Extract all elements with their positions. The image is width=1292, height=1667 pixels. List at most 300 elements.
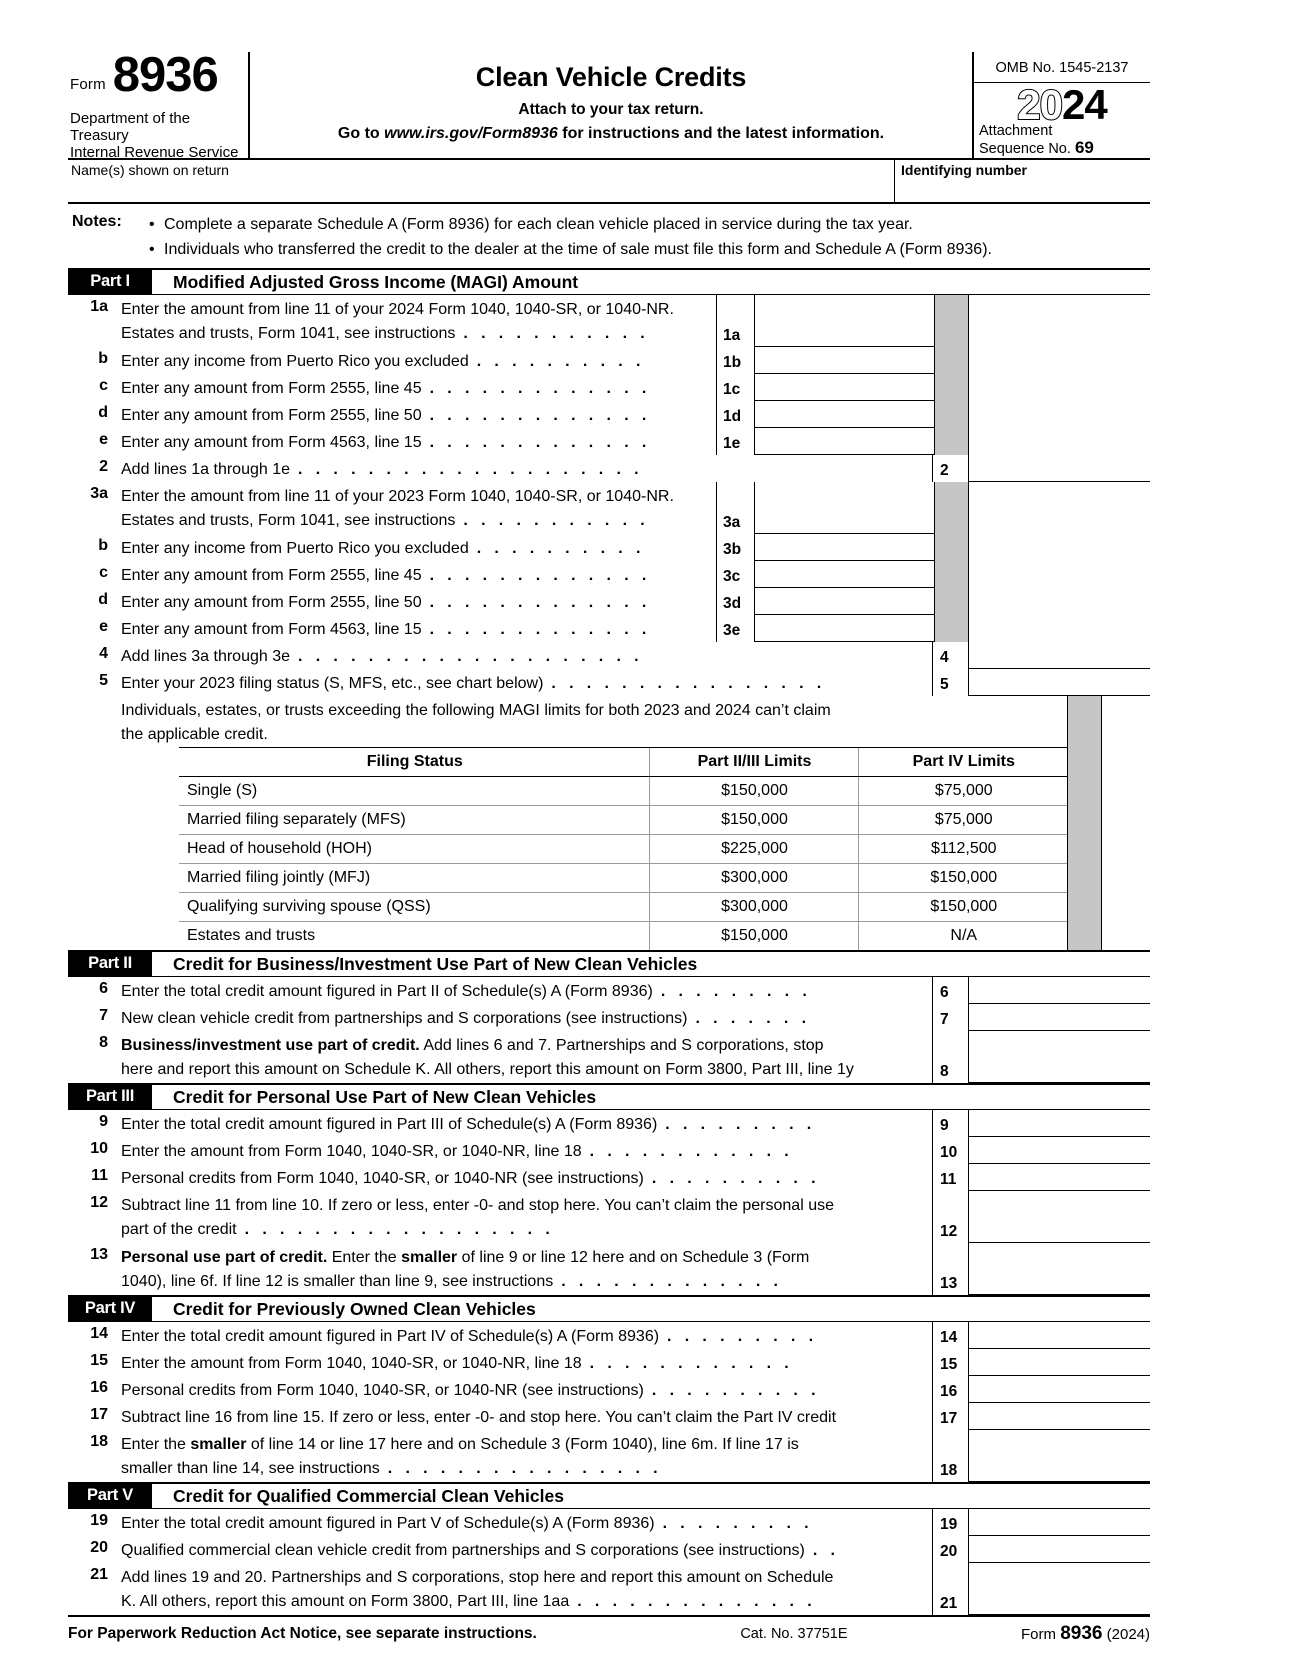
line-3c-label: Enter any amount from Form 2555, line 45 bbox=[121, 567, 422, 584]
tax-year bbox=[974, 81, 1150, 128]
line-6-label: Enter the total credit amount figured in Part II of Schedule(s) A (Form 8936) bbox=[121, 983, 653, 1000]
line-3e-amount-input[interactable] bbox=[754, 615, 934, 642]
column-header-filing-status: Filing Status bbox=[179, 748, 649, 777]
line-1b-label: Enter any income from Puerto Rico you excluded bbox=[121, 353, 469, 370]
line-3a-row bbox=[68, 482, 1150, 534]
goto-suffix: for instructions and the latest information. bbox=[557, 125, 885, 142]
line-7-box-label: 7 bbox=[932, 1004, 968, 1031]
line-18-text-rest: of line 14 or line 17 here and on Schedule 3 (Form 1040), line 6m. If line 17 is bbox=[246, 1436, 799, 1453]
filing-status-name: Qualifying surviving spouse (QSS) bbox=[179, 893, 649, 922]
line-16-amount-input[interactable] bbox=[968, 1376, 1150, 1403]
line-18-text-pre: Enter the bbox=[121, 1436, 191, 1453]
line-1a-number: 1a bbox=[90, 298, 108, 315]
identifying-number-label: Identifying number bbox=[901, 162, 1027, 178]
leader-dots: . . . . . . . . . bbox=[662, 1515, 813, 1532]
line-3a-text-line2-label: Estates and trusts, Form 1041, see instructions bbox=[121, 512, 456, 529]
footer-form-number: 8936 bbox=[1060, 1623, 1103, 1644]
goto-instruction bbox=[250, 125, 972, 143]
part-3-badge: Part III bbox=[68, 1085, 152, 1109]
line-3d-text bbox=[118, 588, 716, 615]
omb-number: OMB No. 1545-2137 bbox=[974, 52, 1150, 83]
table-row bbox=[179, 893, 1067, 922]
part23-limit-value: $300,000 bbox=[649, 893, 858, 922]
line-12-amount-input[interactable] bbox=[968, 1191, 1150, 1243]
line-17-text bbox=[118, 1403, 932, 1430]
part-2-badge: Part II bbox=[68, 952, 152, 976]
line-16-box-label: 16 bbox=[932, 1376, 968, 1403]
part-5-badge: Part V bbox=[68, 1484, 152, 1508]
line-13-text bbox=[118, 1243, 932, 1295]
column-header-part23-limits: Part II/III Limits bbox=[649, 748, 858, 777]
line-1d-label: Enter any amount from Form 2555, line 50 bbox=[121, 407, 422, 424]
line-15-box-label: 15 bbox=[932, 1349, 968, 1376]
line-3d-row bbox=[68, 588, 1150, 615]
shaded-cell bbox=[934, 374, 968, 401]
line-1e-row bbox=[68, 428, 1150, 455]
line-10-number: 10 bbox=[90, 1140, 108, 1157]
line-2-number: 2 bbox=[99, 458, 108, 475]
leader-dots: . . . . . . . . . . bbox=[476, 353, 645, 370]
leader-dots: . . . . . . . . . . . . . bbox=[429, 407, 651, 424]
line-3c-box-label: 3c bbox=[716, 561, 754, 588]
filing-status-name: Head of household (HOH) bbox=[179, 835, 649, 864]
part-2-lines bbox=[68, 977, 1150, 1083]
part-3-title: Credit for Personal Use Part of New Clean Vehicles bbox=[173, 1087, 597, 1107]
line-18-box-label: 18 bbox=[932, 1430, 968, 1482]
line-6-text bbox=[118, 977, 932, 1004]
line-6-box-label: 6 bbox=[932, 977, 968, 1004]
line-3b-number: b bbox=[98, 537, 108, 554]
line-12-text-line1: Subtract line 11 from line 10. If zero or less, enter -0- and stop here. You can’t claim the personal use bbox=[121, 1197, 834, 1214]
line-1d-right-blank bbox=[968, 401, 1150, 428]
line-1c-text bbox=[118, 374, 716, 401]
line-1e-box-label: 1e bbox=[716, 428, 754, 455]
line-18-amount-input[interactable] bbox=[968, 1430, 1150, 1482]
line-3c-row bbox=[68, 561, 1150, 588]
line-10-box-label: 10 bbox=[932, 1137, 968, 1164]
line-3d-amount-input[interactable] bbox=[754, 588, 934, 615]
line-3e-box-label: 3e bbox=[716, 615, 754, 642]
shaded-cell bbox=[934, 534, 968, 561]
line-1a-text-line2 bbox=[121, 322, 716, 346]
part-3-banner bbox=[68, 1083, 1150, 1110]
line-19-row bbox=[68, 1509, 1150, 1536]
filing-status-limits-table bbox=[179, 747, 1067, 950]
line-9-amount-input[interactable] bbox=[968, 1110, 1150, 1137]
department-line-2: Internal Revenue Service bbox=[70, 144, 239, 161]
leader-dots: . . . . . . . . . . . bbox=[463, 325, 650, 342]
table-row bbox=[179, 864, 1067, 893]
line-12-row bbox=[68, 1191, 1150, 1243]
line-20-amount-input[interactable] bbox=[968, 1536, 1150, 1563]
line-3a-amount-input[interactable] bbox=[754, 482, 934, 534]
line-5-text bbox=[118, 669, 932, 696]
line-12-number: 12 bbox=[90, 1194, 108, 1211]
part23-limit-value: $225,000 bbox=[649, 835, 858, 864]
line-15-row bbox=[68, 1349, 1150, 1376]
line-1a-box-label: 1a bbox=[716, 295, 754, 347]
line-21-text-line1: Add lines 19 and 20. Partnerships and S corporations, stop here and report this amount on Schedule bbox=[121, 1569, 834, 1586]
notes-label: Notes: bbox=[72, 213, 122, 230]
paperwork-notice: For Paperwork Reduction Act Notice, see separate instructions. bbox=[68, 1625, 537, 1642]
line-3b-label: Enter any income from Puerto Rico you excluded bbox=[121, 540, 469, 557]
line-15-number: 15 bbox=[90, 1352, 108, 1369]
line-16-number: 16 bbox=[90, 1379, 108, 1396]
line-3d-box-label: 3d bbox=[716, 588, 754, 615]
line-17-number: 17 bbox=[90, 1406, 108, 1423]
line-8-box-label: 8 bbox=[932, 1031, 968, 1083]
line-7-row bbox=[68, 1004, 1150, 1031]
filing-status-name: Married filing jointly (MFJ) bbox=[179, 864, 649, 893]
line-8-text bbox=[118, 1031, 932, 1083]
form-footer bbox=[68, 1615, 1150, 1645]
line-5-label: Enter your 2023 filing status (S, MFS, etc., see chart below) bbox=[121, 675, 544, 692]
line-10-text bbox=[118, 1137, 932, 1164]
part-4-badge: Part IV bbox=[68, 1297, 152, 1321]
line-1e-text bbox=[118, 428, 716, 455]
leader-dots: . . . . . . . . . . . bbox=[463, 512, 650, 529]
line-2-row bbox=[68, 455, 1150, 482]
part-3-lines bbox=[68, 1110, 1150, 1295]
part23-limit-value: $150,000 bbox=[649, 922, 858, 951]
leader-dots: . . . . . . . bbox=[695, 1010, 811, 1027]
line-14-number: 14 bbox=[90, 1325, 108, 1342]
line-3b-text bbox=[118, 534, 716, 561]
form-sheet bbox=[68, 48, 1150, 1645]
part4-limit-value: $112,500 bbox=[858, 835, 1067, 864]
leader-dots: . . . . . . . . . . . . . bbox=[429, 567, 651, 584]
tax-year-solid-part: 24 bbox=[1062, 81, 1107, 128]
line-3b-amount-input[interactable] bbox=[754, 534, 934, 561]
identity-row bbox=[68, 160, 1150, 204]
part-1-title: Modified Adjusted Gross Income (MAGI) Amount bbox=[173, 272, 579, 292]
line-8-text-line1 bbox=[121, 1034, 932, 1058]
line-5-row bbox=[68, 669, 1150, 696]
line-8-row bbox=[68, 1031, 1150, 1083]
identifying-number-field[interactable] bbox=[895, 160, 1150, 202]
line-1c-number: c bbox=[99, 377, 108, 394]
attachment-label-1: Attachment bbox=[979, 123, 1053, 139]
filing-status-name: Estates and trusts bbox=[187, 927, 316, 944]
header-title-block bbox=[250, 52, 972, 158]
line-3d-right-blank bbox=[968, 588, 1150, 615]
table-row bbox=[179, 922, 1067, 951]
line-14-box-label: 14 bbox=[932, 1322, 968, 1349]
line-8-text-line2: here and report this amount on Schedule K. All others, report this amount on Form 3800, Part III, line 1y bbox=[121, 1061, 854, 1078]
line-1c-right-blank bbox=[968, 374, 1150, 401]
line-1c-amount-input[interactable] bbox=[754, 374, 934, 401]
line-1b-row bbox=[68, 347, 1150, 374]
line-1b-number: b bbox=[98, 350, 108, 367]
line-13-row bbox=[68, 1243, 1150, 1295]
attach-instruction: Attach to your tax return. bbox=[518, 101, 704, 118]
line-11-label: Personal credits from Form 1040, 1040-SR, or 1040-NR (see instructions) bbox=[121, 1170, 644, 1187]
line-12-text bbox=[118, 1191, 932, 1243]
line-7-label: New clean vehicle credit from partnerships and S corporations (see instructions) bbox=[121, 1010, 688, 1027]
line-3c-number: c bbox=[99, 564, 108, 581]
line-13-text-line1 bbox=[121, 1246, 932, 1270]
line-2-amount-input[interactable] bbox=[968, 455, 1150, 482]
leader-dots: . . . . . . . . . . bbox=[651, 1170, 820, 1187]
line-18-text bbox=[118, 1430, 932, 1482]
line-17-row bbox=[68, 1403, 1150, 1430]
line-19-box-label: 19 bbox=[932, 1509, 968, 1536]
leader-dots: . . . . . . . . . . . . . . . . bbox=[387, 1460, 663, 1477]
line-15-label: Enter the amount from Form 1040, 1040-SR, or 1040-NR, line 18 bbox=[121, 1355, 582, 1372]
line-10-row bbox=[68, 1137, 1150, 1164]
line-13-text-line2-label: 1040), line 6f. If line 12 is smaller than line 9, see instructions bbox=[121, 1273, 554, 1290]
line-12-text-line2 bbox=[121, 1218, 932, 1242]
line-1e-number: e bbox=[99, 431, 108, 448]
line-1d-number: d bbox=[98, 404, 108, 421]
line-6-row bbox=[68, 977, 1150, 1004]
line-14-label: Enter the total credit amount figured in Part IV of Schedule(s) A (Form 8936) bbox=[121, 1328, 660, 1345]
line-1e-label: Enter any amount from Form 4563, line 15 bbox=[121, 434, 422, 451]
line-1c-row bbox=[68, 374, 1150, 401]
part-5-banner bbox=[68, 1482, 1150, 1509]
line-11-row bbox=[68, 1164, 1150, 1191]
header-left-block bbox=[68, 48, 250, 161]
line-1e-amount-input[interactable] bbox=[754, 428, 934, 455]
shaded-cell bbox=[934, 401, 968, 428]
line-3a-right-blank bbox=[968, 482, 1150, 534]
line-8-amount-input[interactable] bbox=[968, 1031, 1150, 1083]
note-text: Individuals who transferred the credit to the dealer at the time of sale must file this form and Schedule A (Form 8936). bbox=[164, 241, 992, 258]
line-3c-amount-input[interactable] bbox=[754, 561, 934, 588]
line-14-amount-input[interactable] bbox=[968, 1322, 1150, 1349]
line-9-number: 9 bbox=[99, 1113, 108, 1130]
line-3c-text bbox=[118, 561, 716, 588]
part4-limit-value: N/A bbox=[858, 922, 1067, 951]
shaded-cell bbox=[934, 561, 968, 588]
line-5-number: 5 bbox=[99, 672, 108, 689]
line-3e-text bbox=[118, 615, 716, 642]
table-row bbox=[179, 777, 1067, 806]
leader-dots: . . . . . . . . . . . . . . . . . . bbox=[244, 1221, 555, 1238]
line-8-text-rest: Add lines 6 and 7. Partnerships and S corporations, stop bbox=[419, 1037, 824, 1054]
leader-dots: . . . . . . . . . . . . . bbox=[429, 380, 651, 397]
line-21-amount-input[interactable] bbox=[968, 1563, 1150, 1615]
line-1c-box-label: 1c bbox=[716, 374, 754, 401]
line-3b-box-label: 3b bbox=[716, 534, 754, 561]
department-line-1: Department of the Treasury bbox=[70, 110, 191, 144]
part-5-lines bbox=[68, 1509, 1150, 1615]
line-5-note-and-table bbox=[118, 696, 1067, 950]
line-2-box-label: 2 bbox=[932, 455, 968, 482]
shaded-cell bbox=[934, 347, 968, 374]
line-18-text-line1 bbox=[121, 1433, 932, 1457]
line-4-label: Add lines 3a through 3e bbox=[121, 648, 291, 665]
form-header bbox=[68, 48, 1150, 161]
line-13-bold-smaller: smaller bbox=[401, 1249, 458, 1266]
line-6-number: 6 bbox=[99, 980, 108, 997]
form-number: 8936 bbox=[112, 48, 218, 102]
line-21-box-label: 21 bbox=[932, 1563, 968, 1615]
line-4-row bbox=[68, 642, 1150, 669]
line-10-amount-input[interactable] bbox=[968, 1137, 1150, 1164]
attachment-sequence bbox=[974, 124, 1150, 157]
line-20-text bbox=[118, 1536, 932, 1563]
leader-dots: . . . . . . . . . bbox=[667, 1328, 818, 1345]
line-1a-text-line2-label: Estates and trusts, Form 1041, see instructions bbox=[121, 325, 456, 342]
leader-dots: . . . . . . . . . bbox=[665, 1116, 816, 1133]
line-1a-amount-input[interactable] bbox=[754, 295, 934, 347]
line-19-number: 19 bbox=[90, 1512, 108, 1529]
line-18-text-line2-label: smaller than line 14, see instructions bbox=[121, 1460, 380, 1477]
goto-prefix: Go to bbox=[337, 125, 385, 142]
part-4-lines bbox=[68, 1322, 1150, 1482]
line-7-text bbox=[118, 1004, 932, 1031]
line-1a-row bbox=[68, 295, 1150, 347]
shaded-cell bbox=[934, 482, 968, 534]
part-1-badge: Part I bbox=[68, 270, 152, 294]
attachment-seq-label: Sequence No. bbox=[979, 140, 1071, 157]
leader-dots: . . . . . . . . . . . . . . . . . . . . bbox=[298, 648, 643, 665]
line-16-label: Personal credits from Form 1040, 1040-SR, or 1040-NR (see instructions) bbox=[121, 1382, 644, 1399]
filing-status-name: Single (S) bbox=[179, 777, 649, 806]
line-5-note-spacer bbox=[68, 696, 118, 950]
line-21-number: 21 bbox=[90, 1566, 108, 1583]
line-21-text bbox=[118, 1563, 932, 1615]
line-16-row bbox=[68, 1376, 1150, 1403]
shaded-cell bbox=[934, 428, 968, 455]
line-4-amount-input[interactable] bbox=[968, 642, 1150, 669]
line-12-box-label: 12 bbox=[932, 1191, 968, 1243]
line-10-label: Enter the amount from Form 1040, 1040-SR, or 1040-NR, line 18 bbox=[121, 1143, 582, 1160]
line-18-text-line2 bbox=[121, 1457, 932, 1481]
part-4-banner bbox=[68, 1295, 1150, 1322]
line-3b-right-blank bbox=[968, 534, 1150, 561]
line-12-text-line2-label: part of the credit bbox=[121, 1221, 237, 1238]
part-5-title: Credit for Qualified Commercial Clean Vehicles bbox=[173, 1486, 564, 1506]
line-15-amount-input[interactable] bbox=[968, 1349, 1150, 1376]
footer-form-id bbox=[1021, 1623, 1150, 1645]
line-13-number: 13 bbox=[90, 1246, 108, 1263]
line-18-number: 18 bbox=[90, 1433, 108, 1450]
line-3d-label: Enter any amount from Form 2555, line 50 bbox=[121, 594, 422, 611]
notes-section bbox=[68, 204, 1150, 268]
line-13-amount-input[interactable] bbox=[968, 1243, 1150, 1295]
line-20-label: Qualified commercial clean vehicle credit from partnerships and S corporations (see instructions) bbox=[121, 1542, 805, 1559]
leader-dots: . . . . . . . . . . bbox=[476, 540, 645, 557]
magi-limit-note-line2: the applicable credit. bbox=[121, 726, 268, 743]
line-11-amount-input[interactable] bbox=[968, 1164, 1150, 1191]
line-13-text-mid: Enter the bbox=[327, 1249, 402, 1266]
line-19-label: Enter the total credit amount figured in Part V of Schedule(s) A (Form 8936) bbox=[121, 1515, 655, 1532]
leader-dots: . . . . . . . . . . . . . . . . . . . . bbox=[298, 461, 643, 478]
shaded-cell bbox=[1067, 696, 1101, 950]
line-19-amount-input[interactable] bbox=[968, 1509, 1150, 1536]
part-1-banner bbox=[68, 268, 1150, 295]
line-1c-label: Enter any amount from Form 2555, line 45 bbox=[121, 380, 422, 397]
part-2-title: Credit for Business/Investment Use Part of New Clean Vehicles bbox=[173, 954, 698, 974]
bullet-icon: • bbox=[149, 216, 155, 233]
line-3a-text bbox=[118, 482, 716, 534]
tax-year-outline-part: 20 bbox=[1017, 81, 1062, 128]
line-20-number: 20 bbox=[90, 1539, 108, 1556]
irs-url[interactable]: www.irs.gov/Form8936 bbox=[384, 125, 558, 142]
line-3a-text-line1: Enter the amount from line 11 of your 2023 Form 1040, 1040-SR, or 1040-NR. bbox=[121, 488, 674, 505]
table-row bbox=[179, 835, 1067, 864]
line-7-amount-input[interactable] bbox=[968, 1004, 1150, 1031]
leader-dots: . . . . . . . . . . . . . . . . bbox=[551, 675, 826, 692]
line-18-bold-smaller: smaller bbox=[190, 1436, 247, 1453]
attachment-seq-number: 69 bbox=[1074, 137, 1094, 157]
line-1d-amount-input[interactable] bbox=[754, 401, 934, 428]
leader-dots: . . bbox=[812, 1542, 840, 1559]
line-9-box-label: 9 bbox=[932, 1110, 968, 1137]
part4-limit-value: $150,000 bbox=[858, 893, 1067, 922]
leader-dots: . . . . . . . . . . . . bbox=[589, 1143, 794, 1160]
line-13-text-rest: of line 9 or line 12 here and on Schedule 3 (Form bbox=[457, 1249, 810, 1266]
department-block bbox=[68, 110, 248, 161]
table-header-row bbox=[179, 748, 1067, 777]
line-19-text bbox=[118, 1509, 932, 1536]
form-word-label: Form bbox=[70, 76, 106, 93]
notes-list bbox=[149, 213, 1150, 263]
line-11-box-label: 11 bbox=[932, 1164, 968, 1191]
line-1d-text bbox=[118, 401, 716, 428]
shaded-cell bbox=[934, 588, 968, 615]
leader-dots: . . . . . . . . . . bbox=[651, 1382, 820, 1399]
line-17-amount-input[interactable] bbox=[968, 1403, 1150, 1430]
leader-dots: . . . . . . . . . bbox=[660, 983, 812, 1000]
name-label: Name(s) shown on return bbox=[71, 162, 229, 178]
line-1a-text-line1: Enter the amount from line 11 of your 2024 Form 1040, 1040-SR, or 1040-NR. bbox=[121, 301, 674, 318]
line-3c-right-blank bbox=[968, 561, 1150, 588]
line-4-box-label: 4 bbox=[932, 642, 968, 669]
line-21-text-line2 bbox=[121, 1590, 932, 1614]
line-6-amount-input[interactable] bbox=[968, 977, 1150, 1004]
part4-limit-value: $75,000 bbox=[858, 777, 1067, 806]
line-21-row bbox=[68, 1563, 1150, 1615]
line-3d-number: d bbox=[98, 591, 108, 608]
part-2-banner bbox=[68, 950, 1150, 977]
line-4-text bbox=[118, 642, 932, 669]
line-2-text bbox=[118, 455, 932, 482]
line-3e-number: e bbox=[99, 618, 108, 635]
line-1b-amount-input[interactable] bbox=[754, 347, 934, 374]
line-17-label: Subtract line 16 from line 15. If zero or less, enter -0- and stop here. You can’t claim the Part IV credit bbox=[121, 1409, 837, 1426]
leader-dots: . . . . . . . . . . . . . bbox=[429, 434, 651, 451]
footer-form-prefix: Form bbox=[1021, 1626, 1061, 1643]
line-5-box-label: 5 bbox=[932, 669, 968, 696]
name-field[interactable] bbox=[68, 160, 895, 202]
leader-dots: . . . . . . . . . . . . bbox=[589, 1355, 794, 1372]
line-16-text bbox=[118, 1376, 932, 1403]
line-13-text-line2 bbox=[121, 1270, 932, 1294]
form-identifier bbox=[68, 48, 248, 102]
line-5-note-row bbox=[68, 696, 1150, 950]
line-9-text bbox=[118, 1110, 932, 1137]
note-item bbox=[149, 238, 1150, 261]
part23-limit-value: $300,000 bbox=[649, 864, 858, 893]
filing-status-name: Married filing separately (MFS) bbox=[179, 806, 649, 835]
attachment-label-2 bbox=[979, 137, 1150, 158]
leader-dots: . . . . . . . . . . . . . bbox=[429, 594, 651, 611]
line-11-number: 11 bbox=[91, 1167, 108, 1184]
line-2-label: Add lines 1a through 1e bbox=[121, 461, 291, 478]
line-1b-box-label: 1b bbox=[716, 347, 754, 374]
line-17-box-label: 17 bbox=[932, 1403, 968, 1430]
leader-dots: . . . . . . . . . . . . . bbox=[561, 1273, 783, 1290]
line-1b-text bbox=[118, 347, 716, 374]
line-20-row bbox=[68, 1536, 1150, 1563]
leader-dots: . . . . . . . . . . . . . bbox=[429, 621, 651, 638]
note-item bbox=[149, 213, 1150, 236]
line-3a-text-line2 bbox=[121, 509, 716, 533]
line-5-amount-input[interactable] bbox=[968, 669, 1150, 696]
